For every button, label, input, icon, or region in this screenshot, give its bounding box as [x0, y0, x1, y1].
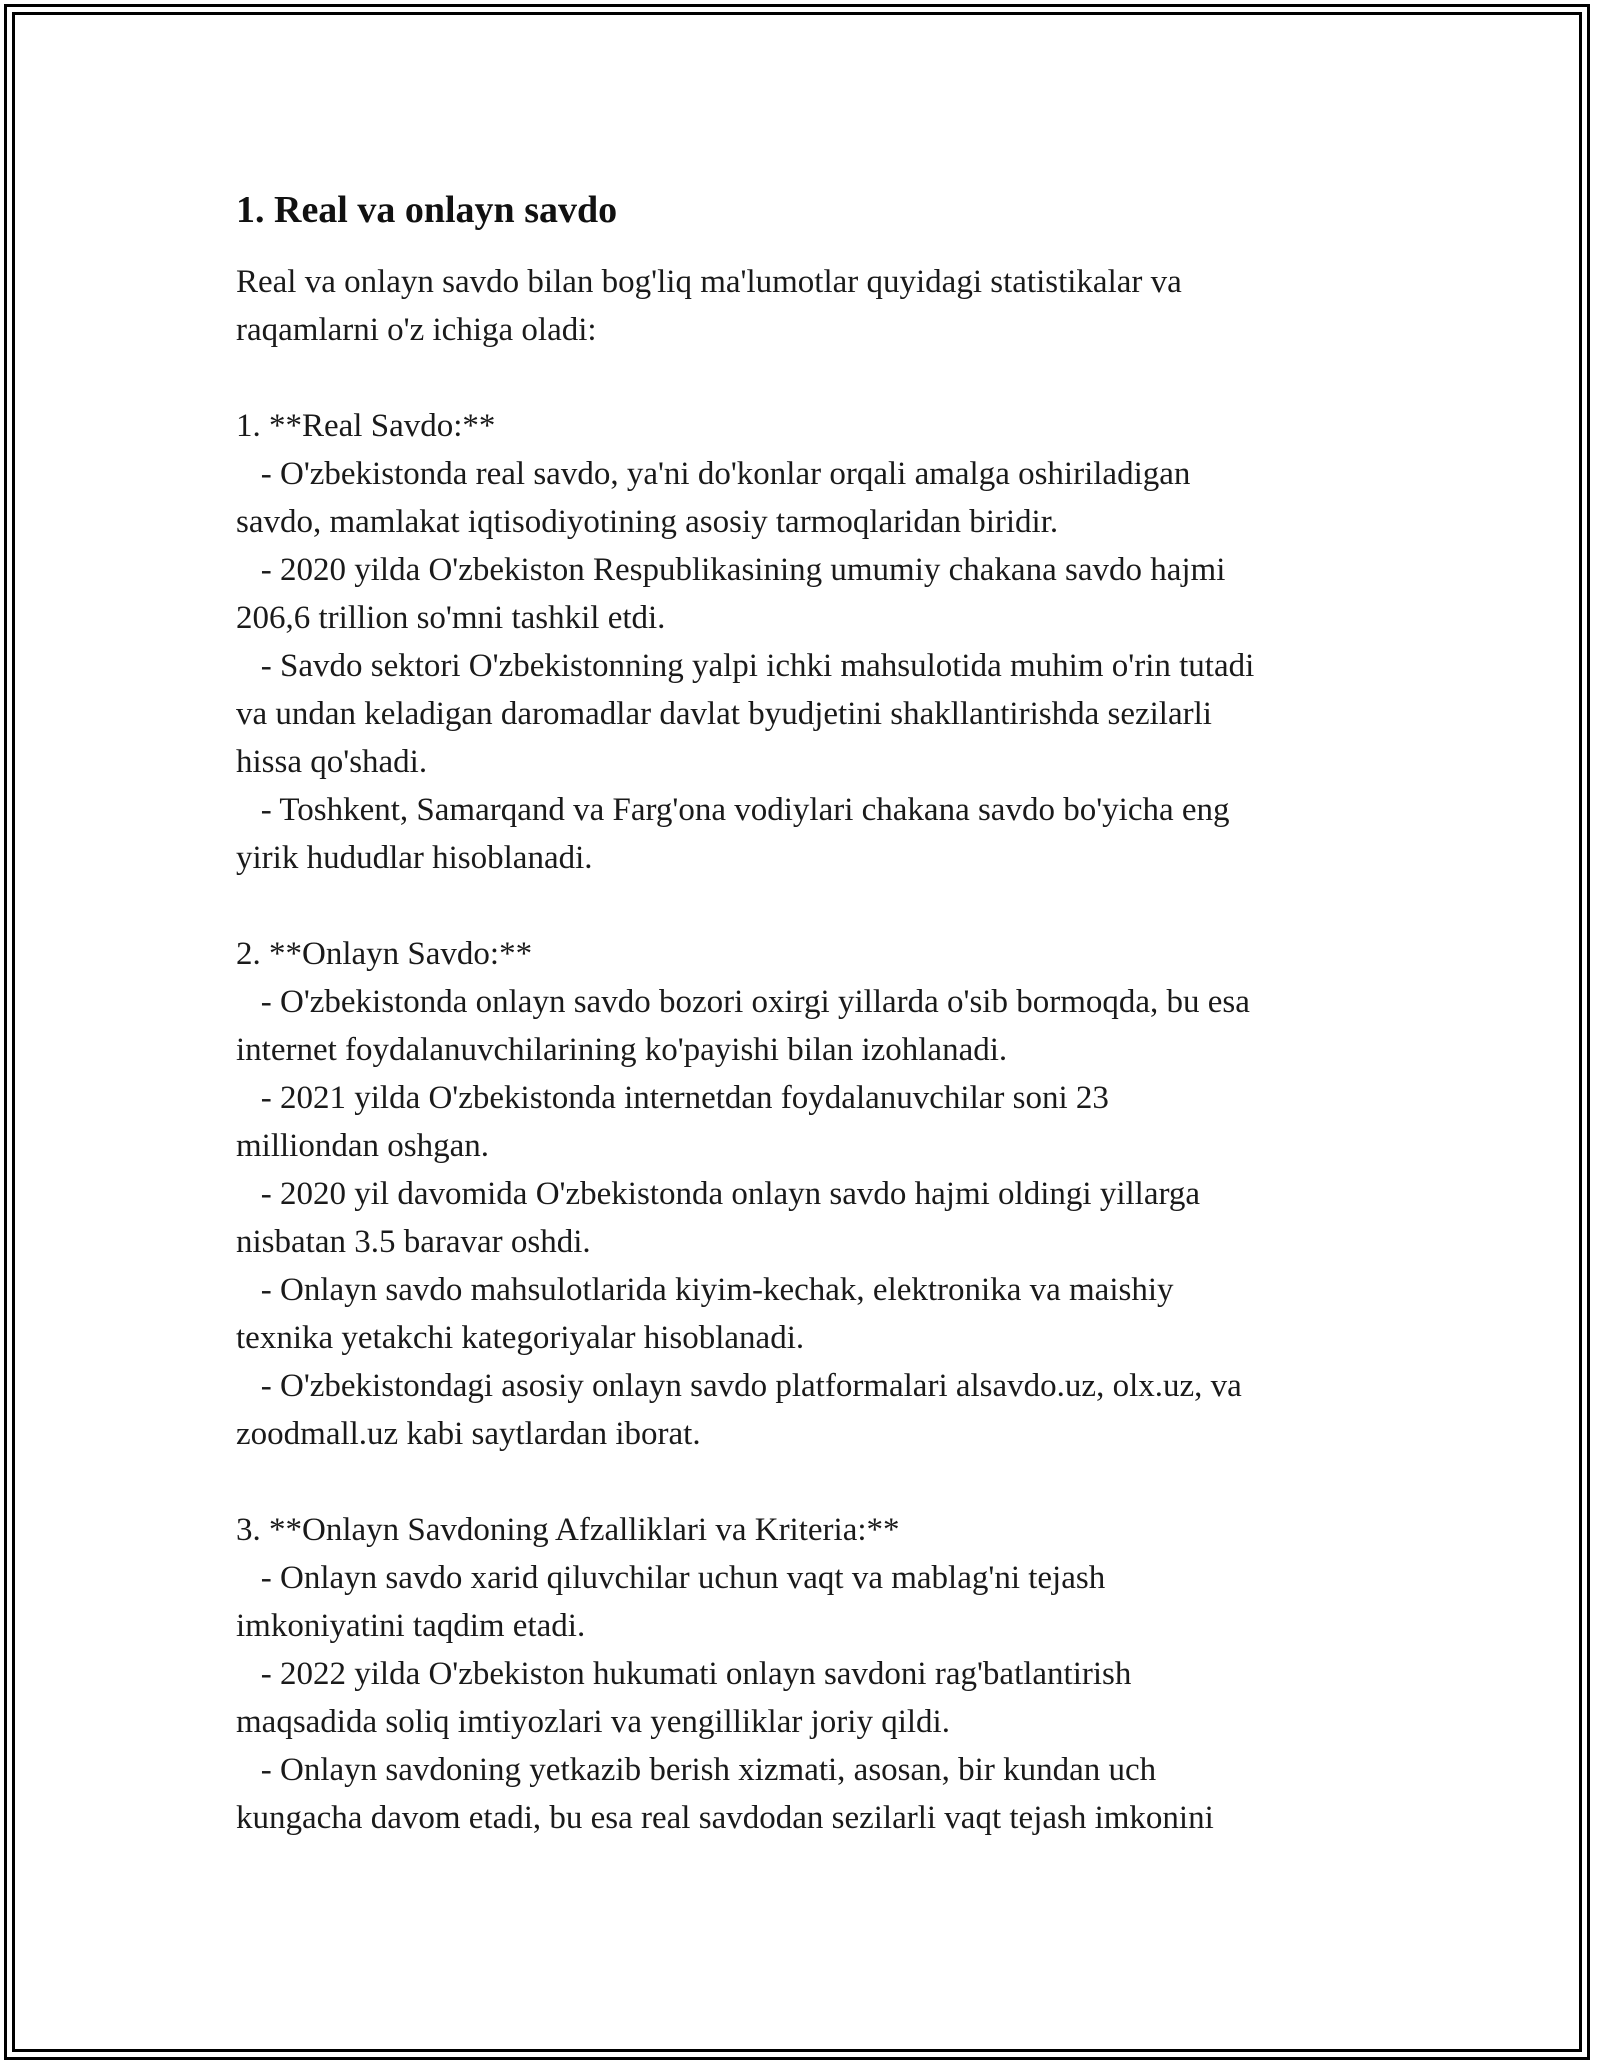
spacer	[236, 882, 1396, 930]
list-item: - O'zbekistonda real savdo, ya'ni do'konlar orqali amalga oshiriladigan savdo, mamlakat iqtisodiyotining asosiy tarmoqlaridan biridir.	[236, 456, 1191, 540]
document-body	[236, 186, 1396, 1842]
list-item: - 2021 yilda O'zbekistonda internetdan foydalanuvchilar soni 23 milliondan oshgan.	[236, 1080, 1109, 1164]
list-item: - O'zbekistonda onlayn savdo bozori oxirgi yillarda o'sib bormoqda, bu esa internet foydalanuvchilarining ko'payishi bilan izohlanadi.	[236, 984, 1250, 1068]
spacer	[236, 1458, 1396, 1506]
section-heading: 1. **Real Savdo:**	[236, 408, 496, 444]
list-item: - Toshkent, Samarqand va Farg'ona vodiylari chakana savdo bo'yicha eng yirik hududlar hisoblanadi.	[236, 792, 1230, 876]
intro-paragraph: Real va onlayn savdo bilan bog'liq ma'lumotlar quyidagi statistikalar va raqamlarni o'z ichiga oladi:	[236, 264, 1182, 348]
section-afzalliklar	[236, 1506, 1396, 1842]
section-real-savdo	[236, 402, 1396, 882]
list-item: - Onlayn savdoning yetkazib berish xizmati, asosan, bir kundan uch kungacha davom etadi, bu esa real savdodan sezilarli vaqt tejash imkonini	[236, 1752, 1214, 1836]
list-item: - 2020 yilda O'zbekiston Respublikasining umumiy chakana savdo hajmi 206,6 trillion so'mni tashkil etdi.	[236, 552, 1226, 636]
list-item: - Onlayn savdo xarid qiluvchilar uchun vaqt va mablag'ni tejash imkoniyatini taqdim etadi.	[236, 1560, 1106, 1644]
section-onlayn-savdo	[236, 930, 1396, 1458]
section-heading: 3. **Onlayn Savdoning Afzalliklari va Kriteria:**	[236, 1512, 900, 1548]
list-item: - Onlayn savdo mahsulotlarida kiyim-kechak, elektronika va maishiy texnika yetakchi kategoriyalar hisoblanadi.	[236, 1272, 1174, 1356]
document-title: 1. Real va onlayn savdo	[236, 189, 618, 231]
spacer	[236, 354, 1396, 402]
list-item: - 2022 yilda O'zbekiston hukumati onlayn savdoni rag'batlantirish maqsadida soliq imtiyozlari va yengilliklar joriy qildi.	[236, 1656, 1132, 1740]
list-item: - Savdo sektori O'zbekistonning yalpi ichki mahsulotida muhim o'rin tutadi va undan keladigan daromadlar davlat byudjetini shakllantirishda sezilarli hissa qo'shadi.	[236, 648, 1255, 780]
list-item: - 2020 yil davomida O'zbekistonda onlayn savdo hajmi oldingi yillarga nisbatan 3.5 baravar oshdi.	[236, 1176, 1201, 1260]
section-heading: 2. **Onlayn Savdo:**	[236, 936, 533, 972]
list-item: - O'zbekistondagi asosiy onlayn savdo platformalari alsavdo.uz, olx.uz, va zoodmall.uz kabi saytlardan iborat.	[236, 1368, 1242, 1452]
